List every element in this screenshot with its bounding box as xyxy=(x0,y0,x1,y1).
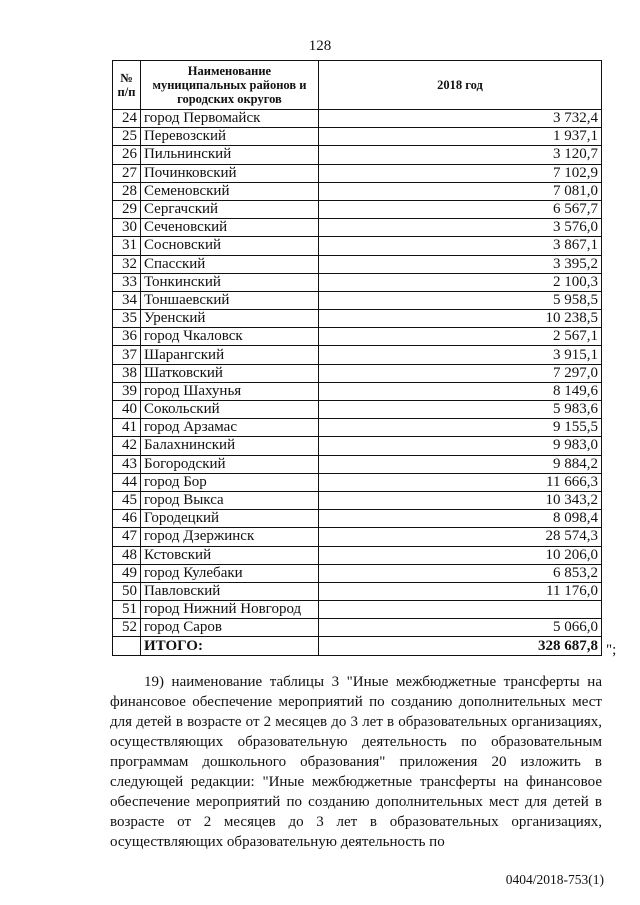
row-value: 3 867,1 xyxy=(318,237,601,255)
row-number: 33 xyxy=(113,273,141,291)
table-row xyxy=(113,200,602,218)
row-number: 30 xyxy=(113,219,141,237)
table-row xyxy=(113,364,602,382)
row-value: 2 567,1 xyxy=(318,328,601,346)
table-row xyxy=(113,437,602,455)
row-name: Сергачский xyxy=(140,200,318,218)
row-name: город Дзержинск xyxy=(140,528,318,546)
row-number: 43 xyxy=(113,455,141,473)
row-number: 48 xyxy=(113,546,141,564)
total-label: ИТОГО: xyxy=(140,637,318,655)
row-value: 5 958,5 xyxy=(318,291,601,309)
table-row xyxy=(113,491,602,509)
row-name: Уренский xyxy=(140,310,318,328)
budget-table xyxy=(112,60,602,656)
row-name: город Саров xyxy=(140,619,318,637)
row-name: город Нижний Новгород xyxy=(140,601,318,619)
row-number: 35 xyxy=(113,310,141,328)
row-value: 2 100,3 xyxy=(318,273,601,291)
table-row xyxy=(113,419,602,437)
table-row xyxy=(113,255,602,273)
table-row xyxy=(113,273,602,291)
table-row xyxy=(113,473,602,491)
table-row xyxy=(113,510,602,528)
table-row xyxy=(113,182,602,200)
row-number: 38 xyxy=(113,364,141,382)
table-row xyxy=(113,401,602,419)
table-row xyxy=(113,237,602,255)
row-value: 6 853,2 xyxy=(318,564,601,582)
row-number: 45 xyxy=(113,491,141,509)
row-number: 52 xyxy=(113,619,141,637)
row-name: Сосновский xyxy=(140,237,318,255)
table-row xyxy=(113,382,602,400)
row-name: город Выкса xyxy=(140,491,318,509)
table-row xyxy=(113,110,602,128)
row-number: 27 xyxy=(113,164,141,182)
row-value: 10 238,5 xyxy=(318,310,601,328)
row-value: 8 098,4 xyxy=(318,510,601,528)
row-name: город Шахунья xyxy=(140,382,318,400)
row-value: 9 155,5 xyxy=(318,419,601,437)
row-name: Богородский xyxy=(140,455,318,473)
row-name: Тонкинский xyxy=(140,273,318,291)
row-value: 11 176,0 xyxy=(318,582,601,600)
row-value: 7 081,0 xyxy=(318,182,601,200)
table-row xyxy=(113,164,602,182)
table-row xyxy=(113,455,602,473)
row-value: 3 915,1 xyxy=(318,346,601,364)
row-number: 31 xyxy=(113,237,141,255)
row-number: 42 xyxy=(113,437,141,455)
row-name: город Арзамас xyxy=(140,419,318,437)
table-row xyxy=(113,219,602,237)
row-value: 8 149,6 xyxy=(318,382,601,400)
header-year: 2018 год xyxy=(318,61,601,110)
table-row xyxy=(113,619,602,637)
row-name: город Чкаловск xyxy=(140,328,318,346)
header-name: Наименование муниципальных районов и городских округов xyxy=(140,61,318,110)
table-row xyxy=(113,601,602,619)
row-value: 28 574,3 xyxy=(318,528,601,546)
row-value: 1 937,1 xyxy=(318,128,601,146)
row-number: 51 xyxy=(113,601,141,619)
document-code: 0404/2018-753(1) xyxy=(505,872,604,887)
row-number: 28 xyxy=(113,182,141,200)
row-number: 36 xyxy=(113,328,141,346)
row-value: 10 343,2 xyxy=(318,491,601,509)
table-row xyxy=(113,128,602,146)
row-name: Городецкий xyxy=(140,510,318,528)
table-row xyxy=(113,328,602,346)
row-number: 32 xyxy=(113,255,141,273)
row-value: 11 666,3 xyxy=(318,473,601,491)
row-number: 39 xyxy=(113,382,141,400)
row-name: город Бор xyxy=(140,473,318,491)
table-row xyxy=(113,310,602,328)
row-value: 9 983,0 xyxy=(318,437,601,455)
row-value: 3 576,0 xyxy=(318,219,601,237)
row-number: 50 xyxy=(113,582,141,600)
row-value: 3 120,7 xyxy=(318,146,601,164)
row-value: 7 102,9 xyxy=(318,164,601,182)
table-row xyxy=(113,582,602,600)
header-num: № п/п xyxy=(113,61,141,110)
row-name: Сокольский xyxy=(140,401,318,419)
row-name: город Первомайск xyxy=(140,110,318,128)
row-number: 40 xyxy=(113,401,141,419)
closing-quote: "; xyxy=(606,642,617,658)
row-value: 7 297,0 xyxy=(318,364,601,382)
table-row xyxy=(113,346,602,364)
amendment-paragraph: 19) наименование таблицы 3 "Иные межбюджетные трансферты на финансовое обеспечение мероприятий по созданию дополнительных мест для детей в возрасте от 2 месяцев до 3 лет в образовательных организациях, осуществляющих образовательную деятельность по образовательным программам дошкольного образования" приложения 20 изложить в следующей редакции: "Иные межбюджетные трансферты на финансовое обеспечение мероприятий по созданию дополнительных мест для детей в возрасте от 2 месяцев до 3 лет в образовательных организациях, осуществляющих образовательную деятельность по xyxy=(110,674,602,850)
row-number: 44 xyxy=(113,473,141,491)
row-number: 26 xyxy=(113,146,141,164)
table-header-row xyxy=(113,61,602,110)
table-row xyxy=(113,146,602,164)
row-number: 41 xyxy=(113,419,141,437)
row-number: 24 xyxy=(113,110,141,128)
row-name: Тоншаевский xyxy=(140,291,318,309)
row-number: 37 xyxy=(113,346,141,364)
row-name: Пильнинский xyxy=(140,146,318,164)
row-value xyxy=(318,601,601,619)
row-number: 34 xyxy=(113,291,141,309)
row-number: 25 xyxy=(113,128,141,146)
row-name: Шарангский xyxy=(140,346,318,364)
row-value: 10 206,0 xyxy=(318,546,601,564)
row-value: 3 732,4 xyxy=(318,110,601,128)
row-number: 46 xyxy=(113,510,141,528)
row-number: 47 xyxy=(113,528,141,546)
total-empty-cell xyxy=(113,637,141,655)
row-value: 3 395,2 xyxy=(318,255,601,273)
row-name: Кстовский xyxy=(140,546,318,564)
row-name: город Кулебаки xyxy=(140,564,318,582)
row-value: 9 884,2 xyxy=(318,455,601,473)
row-name: Спасский xyxy=(140,255,318,273)
row-name: Перевозский xyxy=(140,128,318,146)
row-value: 5 066,0 xyxy=(318,619,601,637)
table-row xyxy=(113,528,602,546)
table-row xyxy=(113,546,602,564)
row-name: Балахнинский xyxy=(140,437,318,455)
row-name: Семеновский xyxy=(140,182,318,200)
row-number: 49 xyxy=(113,564,141,582)
table-row xyxy=(113,291,602,309)
total-row xyxy=(113,637,602,655)
total-value: 328 687,8 xyxy=(318,637,601,655)
row-name: Шатковский xyxy=(140,364,318,382)
row-name: Сеченовский xyxy=(140,219,318,237)
row-number: 29 xyxy=(113,200,141,218)
row-name: Починковский xyxy=(140,164,318,182)
row-name: Павловский xyxy=(140,582,318,600)
page-number: 128 xyxy=(308,38,332,54)
table-row xyxy=(113,564,602,582)
row-value: 5 983,6 xyxy=(318,401,601,419)
row-value: 6 567,7 xyxy=(318,200,601,218)
